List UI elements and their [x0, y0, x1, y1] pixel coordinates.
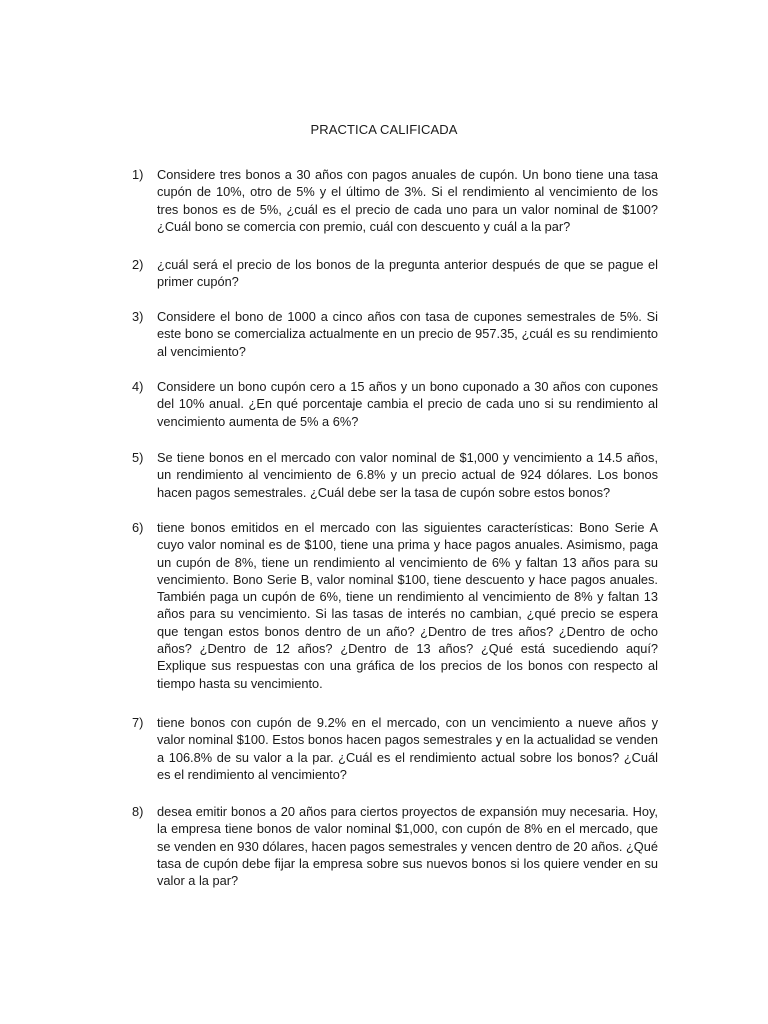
- question-item: [132, 449, 658, 501]
- question-number: 2): [132, 257, 144, 272]
- question-text: tiene bonos emitidos en el mercado con las siguientes características: Bono Serie A cuyo valor nominal es de $100, tiene una prima y hace pagos anuales. Asimismo, paga un cupón de 8%, tiene un rendimiento al vencimiento de 6% y faltan 13 años para su vencimiento. Bono Serie B, valor nominal $100, tiene descuento y hace pagos anuales. También paga un cupón de 6%, tiene un rendimiento al vencimiento de 8% y faltan 13 años para su vencimiento. Si las tasas de interés no cambian, ¿qué precio se espera que tengan estos bonos dentro de un año? ¿Dentro de tres años? ¿Dentro de ocho años? ¿Dentro de 12 años? ¿Dentro de 13 años? ¿Qué está sucediendo aquí? Explique sus respuestas con una gráfica de los precios de los bonos con respecto al tiempo hasta su vencimiento.: [157, 520, 658, 691]
- question-text: Considere un bono cupón cero a 15 años y un bono cuponado a 30 años con cupones del 10% anual. ¿En qué porcentaje cambia el precio de cada uno si su rendimiento al vencimiento aumenta de 5% a 6%?: [157, 379, 658, 429]
- question-number: 3): [132, 309, 144, 324]
- question-item: [132, 714, 658, 783]
- question-number: 4): [132, 379, 144, 394]
- question-number: 8): [132, 804, 144, 819]
- question-text: Considere el bono de 1000 a cinco años con tasa de cupones semestrales de 5%. Si este bono se comercializa actualmente en un precio de 957.35, ¿cuál es su rendimiento al vencimiento?: [157, 309, 658, 359]
- question-text: Considere tres bonos a 30 años con pagos anuales de cupón. Un bono tiene una tasa cupón de 10%, otro de 5% y el último de 3%. Si el rendimiento al vencimiento de los tres bonos es de 5%, ¿cuál es el precio de cada uno para un valor nominal de $100? ¿Cuál bono se comercia con premio, cuál con descuento y cuál a la par?: [157, 167, 658, 234]
- question-item: [132, 803, 658, 889]
- question-number: 5): [132, 450, 144, 465]
- question-number: 7): [132, 715, 144, 730]
- question-item: [132, 378, 658, 430]
- question-item: [132, 256, 658, 291]
- question-item: [132, 308, 658, 360]
- question-number: 1): [132, 167, 144, 182]
- question-text: desea emitir bonos a 20 años para ciertos proyectos de expansión muy necesaria. Hoy, la empresa tiene bonos de valor nominal $1,000, con cupón de 8% en el mercado, que se venden en 930 dólares, hacen pagos semestrales y vencen dentro de 20 años. ¿Qué tasa de cupón debe fijar la empresa sobre sus nuevos bonos si los quiere vender en su valor a la par?: [157, 804, 658, 889]
- question-text: tiene bonos con cupón de 9.2% en el mercado, con un vencimiento a nueve años y valor nominal $100. Estos bonos hacen pagos semestrales y en la actualidad se venden a 106.8% de su valor a la par. ¿Cuál es el rendimiento actual sobre los bonos? ¿Cuál es el rendimiento al vencimiento?: [157, 715, 658, 782]
- document-title: PRACTICA CALIFICADA: [310, 122, 458, 137]
- question-item: [132, 519, 658, 692]
- question-text: Se tiene bonos en el mercado con valor nominal de $1,000 y vencimiento a 14.5 años, un rendimiento al vencimiento de 6.8% y un precio actual de 924 dólares. Los bonos hacen pagos semestrales. ¿Cuál debe ser la tasa de cupón sobre estos bonos?: [157, 450, 658, 500]
- question-text: ¿cuál será el precio de los bonos de la pregunta anterior después de que se pague el primer cupón?: [157, 257, 658, 290]
- question-item: [132, 166, 658, 235]
- question-number: 6): [132, 520, 144, 535]
